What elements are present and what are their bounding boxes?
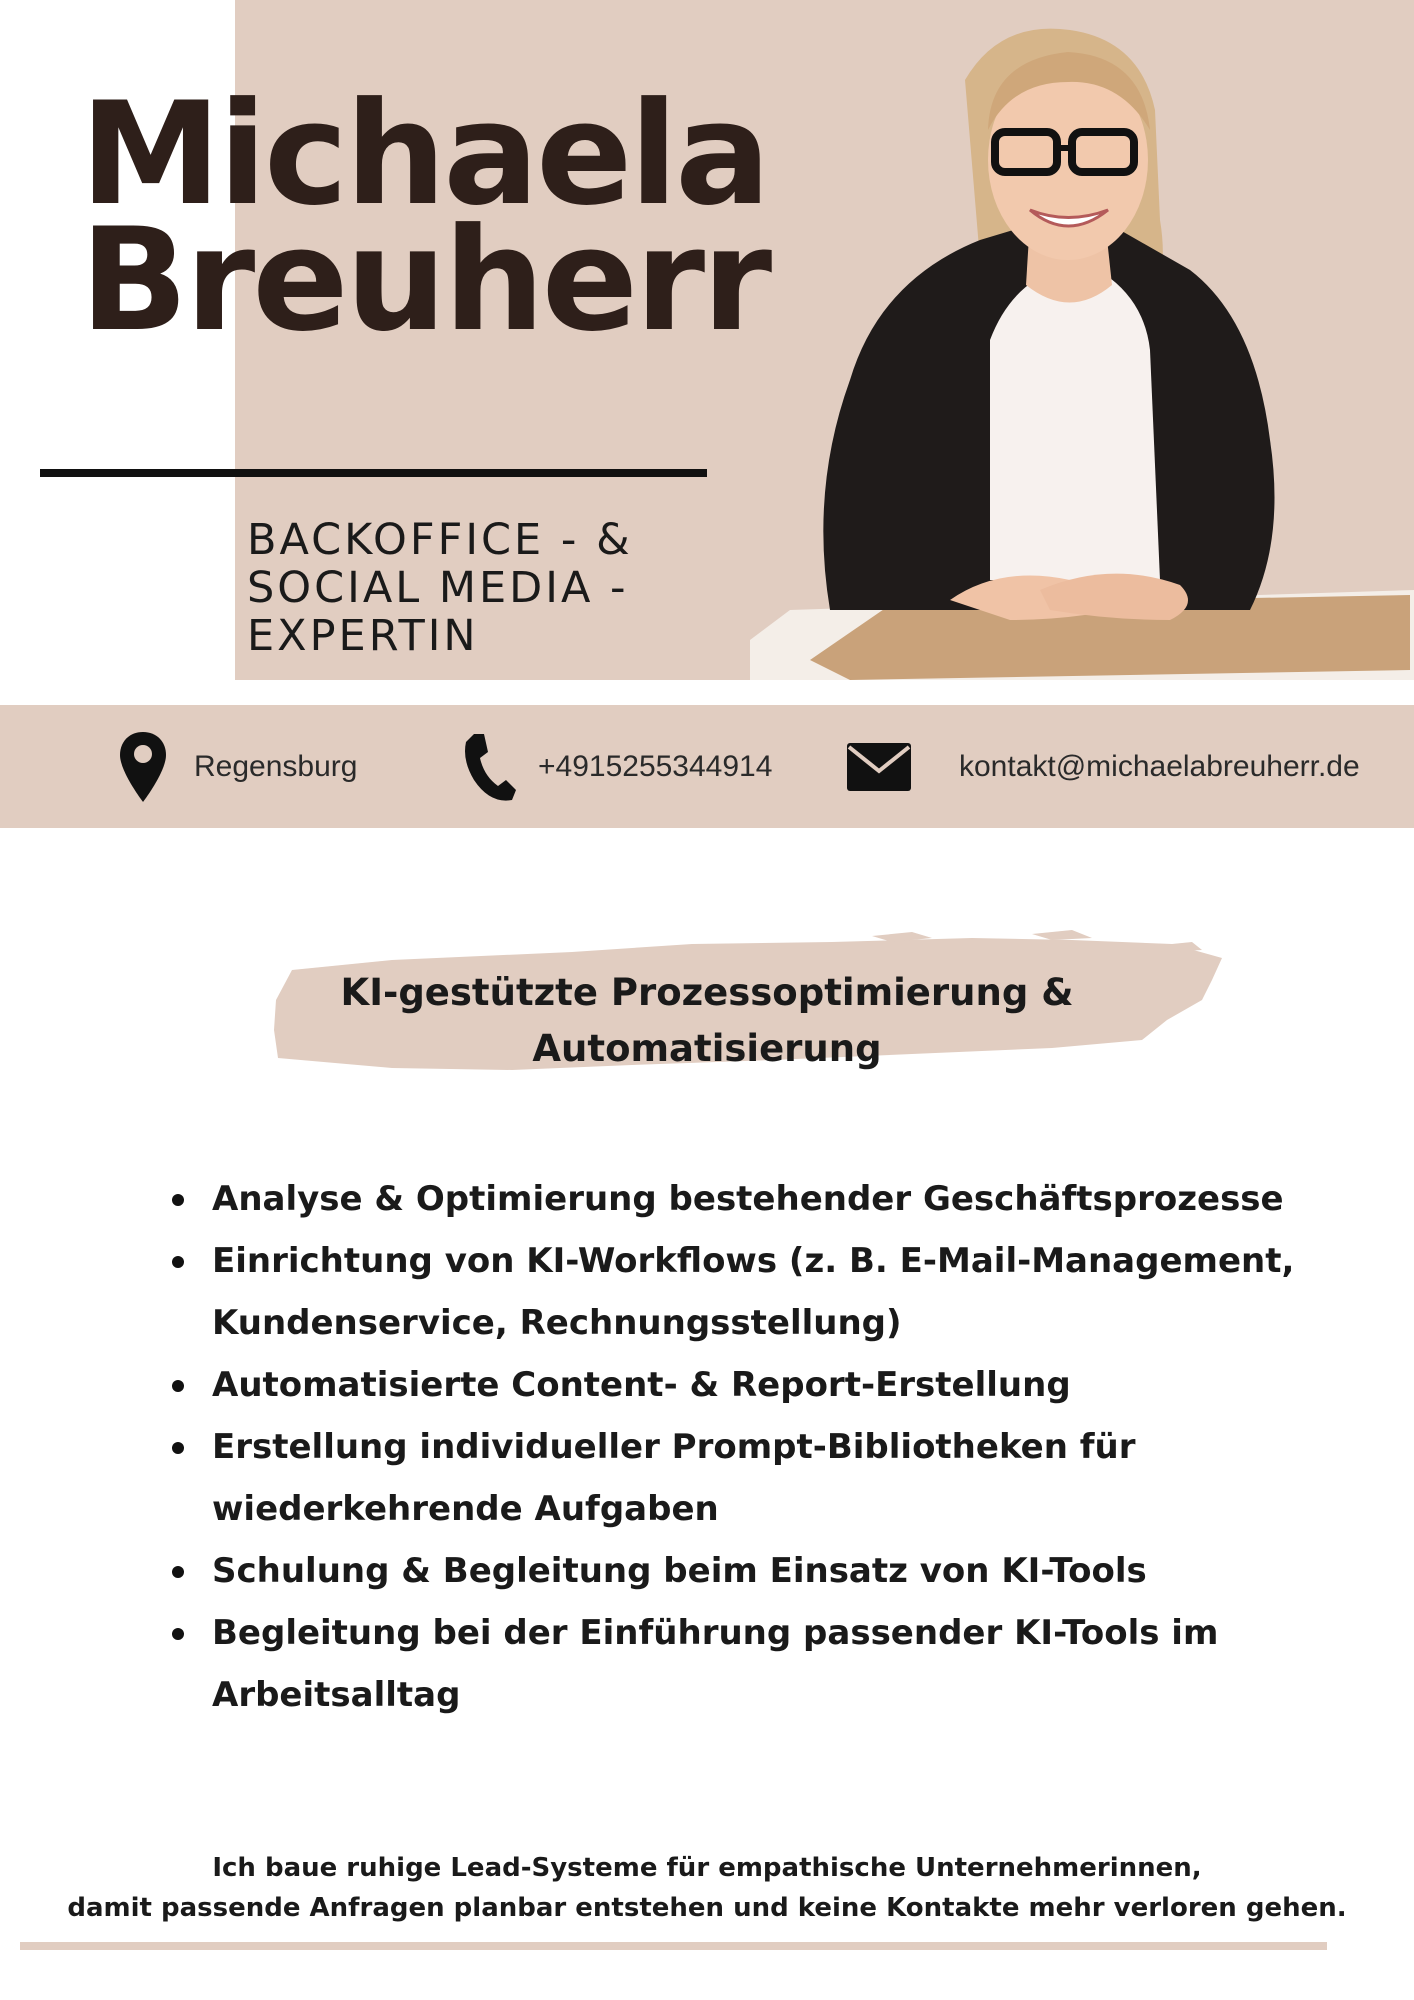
- contact-location: [118, 705, 357, 828]
- list-item-line: Begleitung bei der Einführung passender KI-Tools im: [212, 1613, 1219, 1653]
- list-item-line: Schulung & Begleitung beim Einsatz von KI-Tools: [212, 1551, 1147, 1591]
- divider-line: [40, 469, 707, 477]
- portrait-photo: [750, 20, 1414, 680]
- list-item-line: Arbeitsalltag: [212, 1675, 461, 1715]
- footer-line: Ich baue ruhige Lead-Systeme für empathische Unternehmerinnen,: [212, 1853, 1202, 1883]
- last-name: Breuherr: [80, 198, 770, 363]
- contact-bar: [0, 705, 1414, 828]
- first-name: Michaela: [80, 72, 768, 237]
- list-item-line: wiederkehrende Aufgaben: [212, 1489, 719, 1529]
- job-title-line: EXPERTIN: [247, 611, 479, 661]
- list-item-line: Erstellung individueller Prompt-Bibliotheken für: [212, 1427, 1136, 1467]
- job-title-line: SOCIAL MEDIA -: [247, 563, 629, 613]
- map-pin-icon: [118, 730, 168, 804]
- footer-line: damit passende Anfragen planbar entstehen und keine Kontakte mehr verloren gehen.: [67, 1893, 1347, 1923]
- list-item: [172, 1230, 1322, 1354]
- job-title: [247, 516, 633, 660]
- bottom-divider: [20, 1942, 1327, 1950]
- list-item: [172, 1602, 1322, 1726]
- email-text[interactable]: kontakt@michaelabreuherr.de: [959, 749, 1360, 783]
- list-item-line: Einrichtung von KI-Workflows (z. B. E-Mail-Management,: [212, 1241, 1295, 1281]
- list-item-line: Analyse & Optimierung bestehender Geschäftsprozesse: [212, 1179, 1284, 1219]
- list-item: [172, 1416, 1322, 1540]
- list-item-line: Kundenservice, Rechnungsstellung): [212, 1303, 902, 1343]
- person-name: [80, 72, 770, 363]
- contact-email: [845, 705, 1360, 828]
- services-list: [172, 1168, 1322, 1726]
- heading-line: Automatisierung: [532, 1027, 882, 1070]
- job-title-line: BACKOFFICE - &: [247, 515, 633, 565]
- list-item: [172, 1354, 1322, 1416]
- location-text: Regensburg: [194, 749, 358, 783]
- heading-line: KI-gestützte Prozessoptimierung &: [340, 971, 1074, 1014]
- list-item: [172, 1540, 1322, 1602]
- section-heading: [272, 965, 1142, 1077]
- phone-text[interactable]: +4915255344914: [538, 749, 773, 783]
- envelope-icon: [845, 741, 913, 793]
- footer-tagline: [0, 1848, 1414, 1928]
- contact-phone: [460, 705, 772, 828]
- list-item: [172, 1168, 1322, 1230]
- list-item-line: Automatisierte Content- & Report-Erstellung: [212, 1365, 1071, 1405]
- phone-icon: [460, 730, 518, 804]
